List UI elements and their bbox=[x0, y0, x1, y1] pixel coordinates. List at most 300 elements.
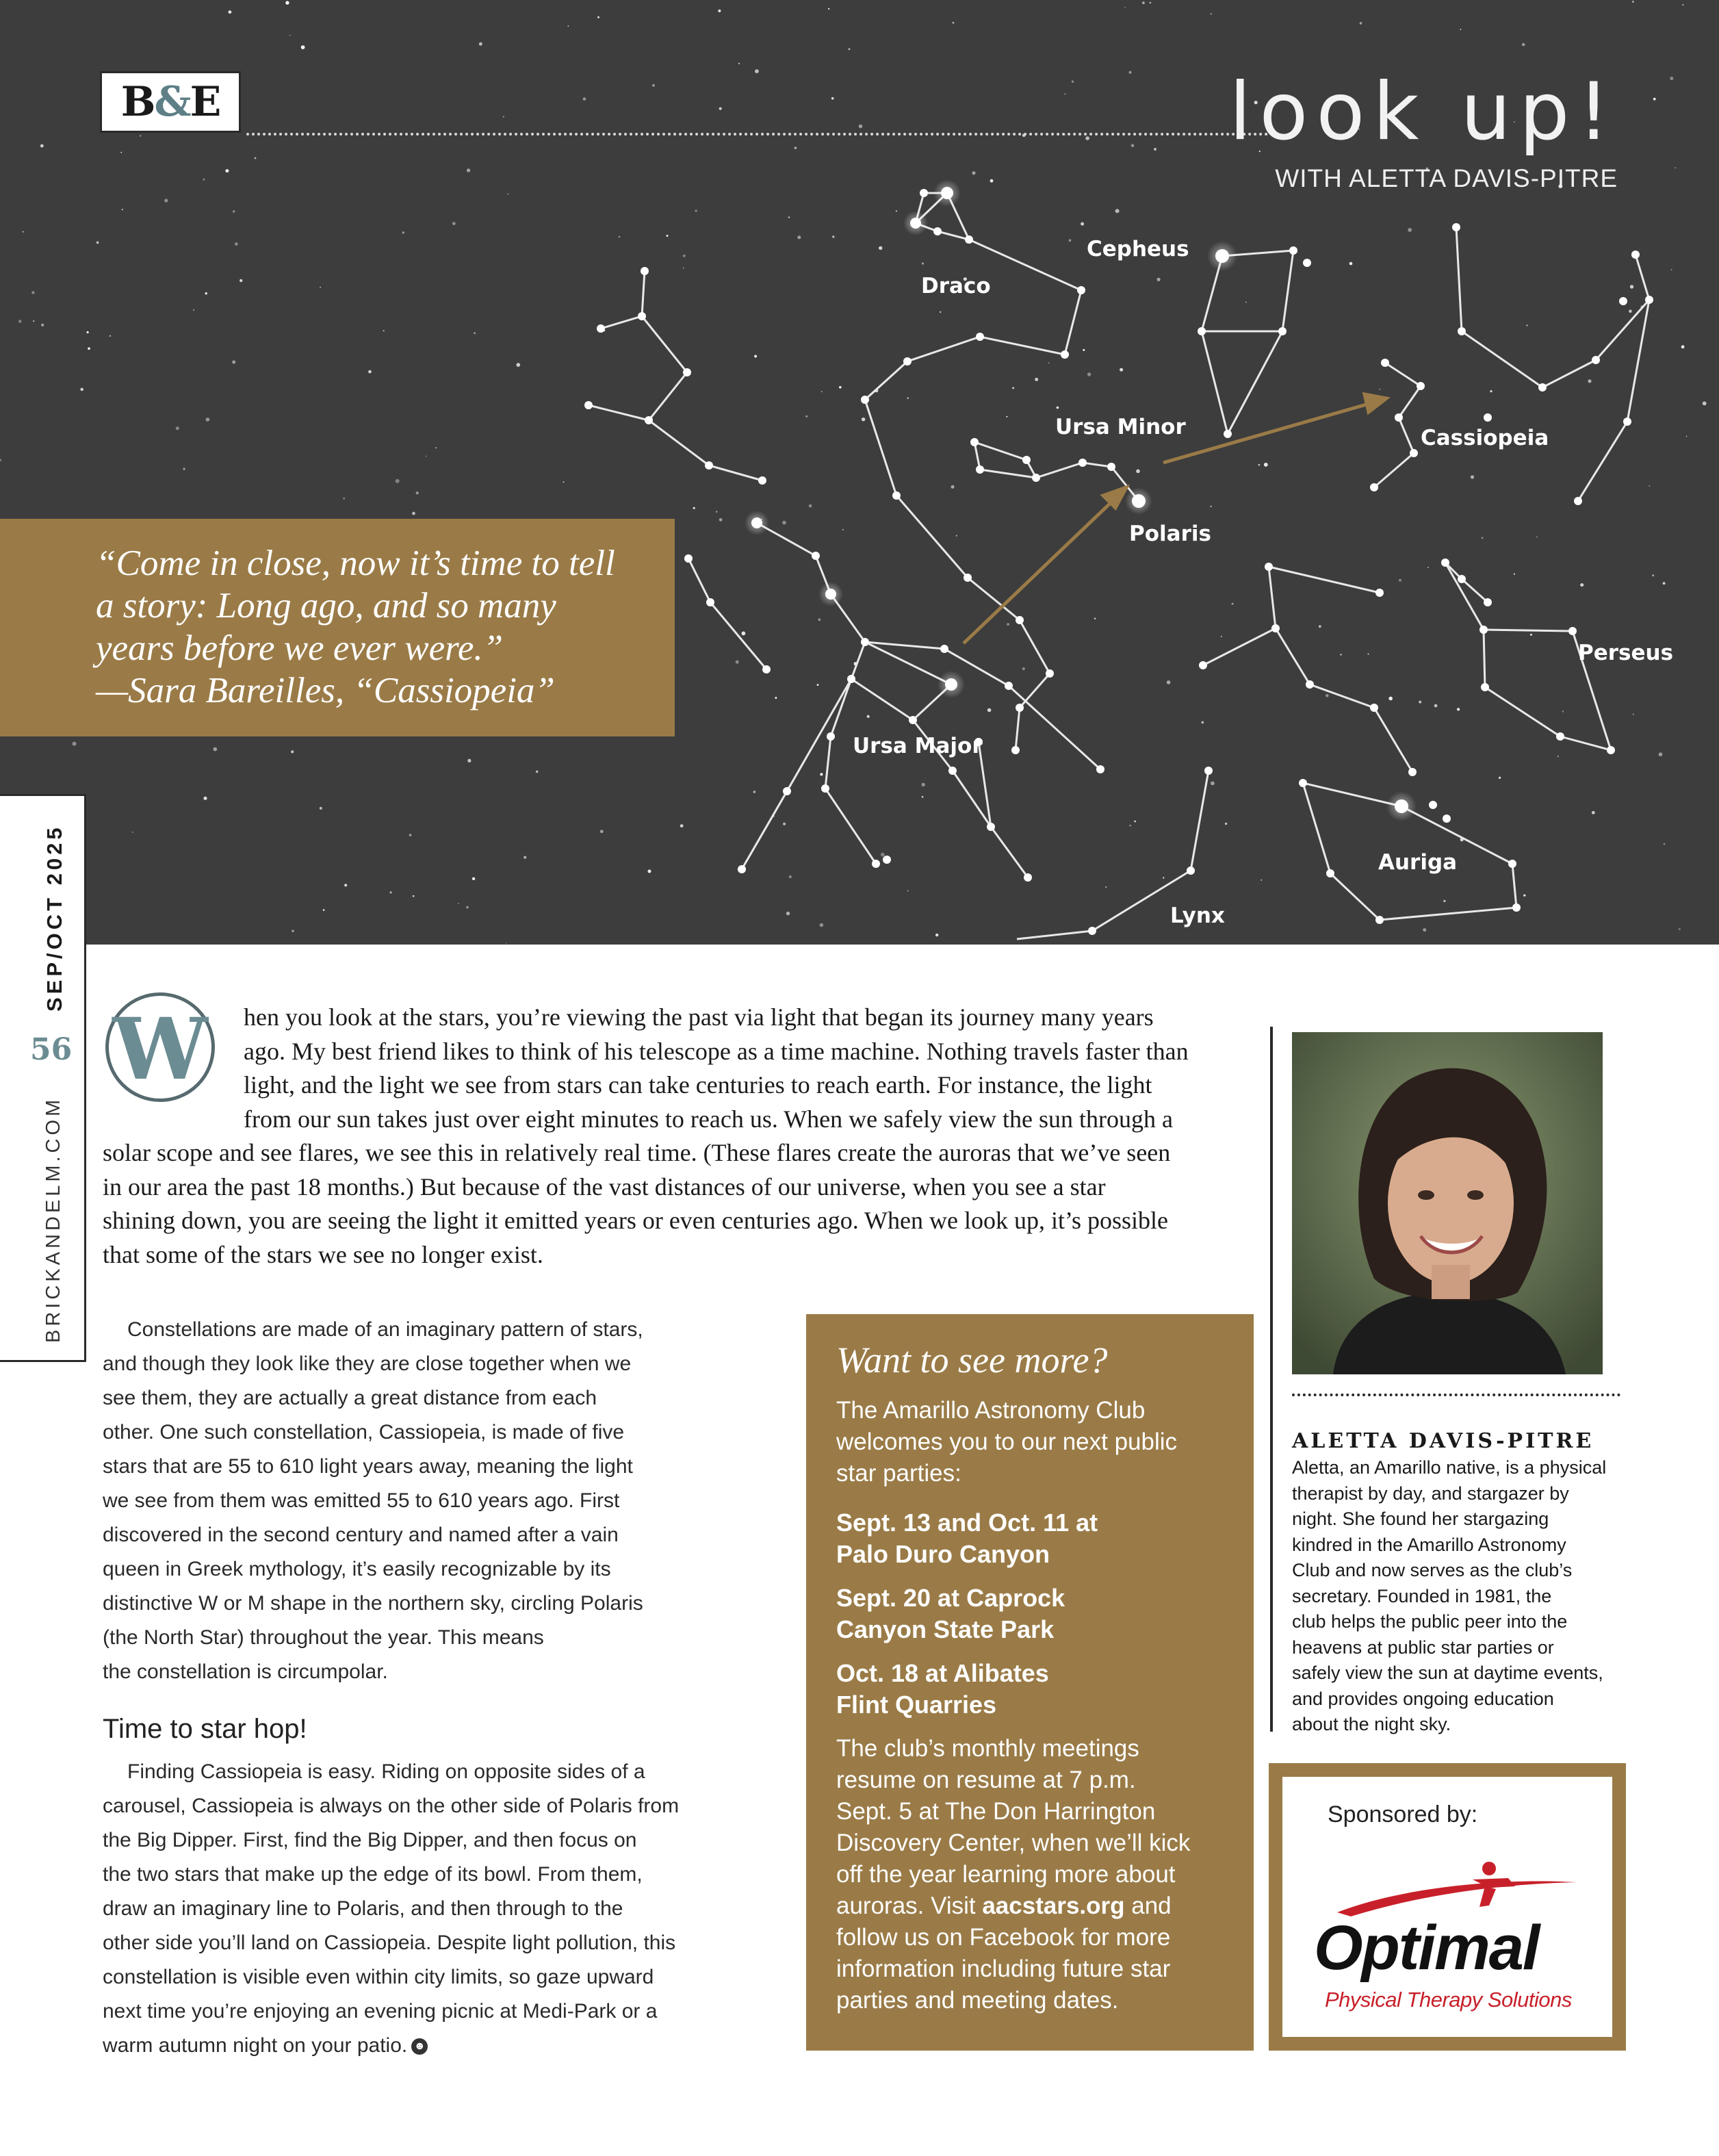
constellation-star bbox=[1508, 860, 1516, 868]
background-star bbox=[648, 870, 651, 873]
background-star bbox=[1085, 136, 1089, 140]
background-star bbox=[1232, 603, 1234, 605]
background-star bbox=[452, 222, 456, 225]
background-star bbox=[413, 895, 415, 897]
constellation-star bbox=[1299, 779, 1307, 787]
text-line: the Big Dipper. First, find the Big Dipper, and then focus on bbox=[103, 1829, 637, 1851]
constellation-star bbox=[1381, 359, 1389, 367]
constellation-lines bbox=[589, 193, 1649, 939]
background-star bbox=[742, 632, 746, 636]
label-auriga: Auriga bbox=[1378, 850, 1458, 875]
quote-line: “Come in close, now it’s time to tell bbox=[96, 543, 615, 583]
background-star bbox=[788, 216, 790, 218]
text-line: solar scope and see flares, we see this in relatively real time. (These flares create the auroras that we’ve seen bbox=[103, 1139, 1171, 1166]
cepheus-lines bbox=[1202, 251, 1293, 434]
constellation-star bbox=[762, 665, 771, 673]
background-star bbox=[782, 521, 786, 525]
background-star bbox=[536, 771, 539, 773]
text-line: draw an imaginary line to Polaris, and then through to the bbox=[103, 1897, 623, 1920]
constellation-star bbox=[970, 438, 979, 446]
sidebar-meetings: The club’s monthly meetings resume on resume at 7 p.m. Sept. 5 at The Don Harrington Discovery Center, when we’ll kick off the year learning more about auroras. Visit aacstars.org and follow us on Facebook for more information including future star parties and meeting dates. bbox=[836, 1735, 1191, 2014]
author-photo bbox=[1292, 1032, 1603, 1374]
background-star bbox=[1443, 900, 1445, 902]
background-star bbox=[879, 246, 882, 250]
text-line: from our sun takes just over eight minutes to reach us. When we safely view the sun through a bbox=[244, 1105, 1174, 1133]
constellation-star bbox=[1370, 483, 1378, 491]
background-star bbox=[1245, 302, 1247, 303]
label-draco: Draco bbox=[921, 274, 991, 298]
background-star bbox=[122, 209, 123, 210]
constellation-star bbox=[1452, 223, 1460, 231]
background-star bbox=[940, 311, 941, 313]
background-star bbox=[1129, 71, 1132, 74]
background-star bbox=[240, 279, 242, 282]
text-line: in our area the past 18 months.) But because of the vast distances of our universe, when you see a star bbox=[103, 1172, 1106, 1201]
constellation-star bbox=[584, 401, 593, 409]
background-star bbox=[818, 619, 821, 621]
background-star bbox=[467, 759, 471, 762]
background-star bbox=[1682, 4, 1683, 5]
background-star bbox=[1022, 667, 1025, 670]
constellation-star bbox=[706, 598, 714, 606]
bright-stars bbox=[745, 179, 1417, 821]
constellation-star bbox=[861, 396, 869, 404]
background-star bbox=[233, 210, 235, 213]
constellation-star bbox=[1479, 626, 1488, 634]
background-star bbox=[683, 268, 684, 269]
quote-line: years before we ever were.” bbox=[96, 628, 504, 668]
background-star bbox=[1115, 209, 1120, 213]
background-star bbox=[719, 518, 723, 522]
quote-attribution: —Sara Bareilles, “Cassiopeia” bbox=[96, 671, 555, 710]
background-star bbox=[718, 10, 721, 12]
text-line: Constellations are made of an imaginary pattern of stars, bbox=[127, 1318, 643, 1341]
background-star bbox=[225, 169, 229, 172]
background-star bbox=[821, 391, 823, 392]
hero-star-map bbox=[0, 0, 1719, 945]
constellation-star bbox=[1512, 903, 1521, 912]
constellation-star bbox=[1458, 327, 1466, 335]
background-star bbox=[203, 179, 205, 181]
background-star bbox=[987, 708, 992, 713]
constellation-star bbox=[1078, 459, 1087, 467]
author-name: ALETTA DAVIS-PITRE bbox=[1292, 1429, 1594, 1453]
background-star bbox=[1006, 416, 1007, 418]
background-star bbox=[1522, 43, 1525, 47]
label-ursa-major: Ursa Major bbox=[853, 734, 983, 758]
background-star bbox=[695, 209, 697, 211]
constellation-star bbox=[641, 267, 649, 275]
background-star bbox=[479, 42, 482, 46]
background-star bbox=[474, 332, 476, 334]
background-star bbox=[1562, 710, 1564, 712]
background-star bbox=[828, 8, 829, 10]
background-star bbox=[867, 715, 870, 718]
background-star bbox=[1211, 782, 1215, 786]
background-star bbox=[1670, 77, 1673, 80]
text-line: that some of the stars we see no longer exist. bbox=[103, 1240, 543, 1268]
background-star bbox=[41, 324, 44, 326]
background-star bbox=[524, 856, 526, 859]
background-star bbox=[775, 697, 777, 699]
background-star bbox=[1703, 402, 1707, 406]
background-star bbox=[1679, 928, 1681, 930]
background-star bbox=[40, 144, 44, 148]
constellation-star bbox=[1607, 746, 1615, 754]
background-star bbox=[1094, 618, 1096, 619]
background-star bbox=[1069, 239, 1072, 242]
background-star bbox=[140, 135, 141, 136]
background-star bbox=[1225, 823, 1227, 825]
background-star bbox=[206, 418, 210, 422]
author-bio: Aletta, an Amarillo native, is a physical therapist by day, and stargazer by night. She found her stargazing kindred in the Amarillo Astronomy Club and now serves as the club’s secretary. Founded in 1981, the club helps the public peer into the heavens at public star parties or safely view the sun at daytime events, and provides ongoing education about the night sky. bbox=[1292, 1457, 1607, 1734]
background-star bbox=[235, 242, 238, 246]
background-star bbox=[96, 242, 99, 244]
background-star bbox=[1349, 262, 1353, 266]
constellation-star bbox=[827, 732, 835, 741]
sponsor-logo-word: Optimal bbox=[1314, 1913, 1539, 1983]
background-star bbox=[1261, 880, 1262, 881]
background-star bbox=[1399, 579, 1401, 582]
sidebar-heading: Want to see more? bbox=[836, 1339, 1108, 1381]
constellation-star bbox=[684, 554, 693, 563]
background-star bbox=[503, 116, 504, 118]
website-url: BRICKANDELM.COM bbox=[42, 1096, 64, 1343]
constellation-star bbox=[1077, 286, 1085, 294]
background-star bbox=[1264, 463, 1268, 467]
background-star bbox=[1664, 843, 1666, 845]
text-line: the two stars that make up the edge of its bowl. From them, bbox=[103, 1863, 643, 1886]
background-star bbox=[755, 69, 759, 73]
ursa-major-lines bbox=[757, 523, 951, 720]
background-star bbox=[229, 10, 232, 14]
background-star bbox=[849, 48, 851, 50]
background-star bbox=[842, 529, 844, 530]
constellation-star bbox=[1306, 680, 1314, 689]
text-line: and though they look like they are close together when we bbox=[103, 1352, 632, 1375]
section-subhead: Time to star hop! bbox=[103, 1714, 307, 1744]
label-cepheus: Cepheus bbox=[1087, 237, 1189, 261]
background-star bbox=[859, 125, 863, 129]
event-date: Oct. 18 at Alibates Flint Quarries bbox=[836, 1659, 1049, 1719]
background-star bbox=[183, 467, 185, 470]
cassiopeia-lines bbox=[1374, 363, 1421, 487]
constellation-star bbox=[933, 227, 942, 235]
background-star bbox=[18, 320, 22, 323]
background-star bbox=[1129, 825, 1131, 827]
constellation-star bbox=[821, 784, 829, 793]
background-star bbox=[1012, 387, 1014, 389]
constellation-star bbox=[783, 787, 791, 795]
constellation-star bbox=[1568, 627, 1577, 635]
background-star bbox=[990, 179, 994, 183]
background-star bbox=[416, 491, 419, 494]
background-star bbox=[1427, 567, 1429, 568]
text-line: distinctive W or M shape in the northern sky, circling Polaris bbox=[103, 1592, 643, 1615]
constellation-star bbox=[1024, 873, 1032, 882]
sponsor-logo-tagline: Physical Therapy Solutions bbox=[1325, 1988, 1572, 2012]
constellation-star bbox=[645, 416, 653, 424]
constellation-star bbox=[1592, 356, 1600, 364]
background-star bbox=[517, 363, 521, 367]
background-star bbox=[1081, 222, 1084, 226]
background-star bbox=[1460, 29, 1462, 30]
background-star bbox=[193, 309, 194, 311]
background-star bbox=[797, 235, 801, 239]
background-star bbox=[80, 388, 83, 392]
background-star bbox=[832, 235, 834, 238]
text-line: hen you look at the stars, you’re viewing the past via light that began its journey many years bbox=[244, 1003, 1154, 1031]
background-star bbox=[1211, 13, 1212, 14]
author-dotted-rule bbox=[1292, 1394, 1620, 1396]
background-star bbox=[73, 742, 77, 746]
background-star bbox=[1087, 372, 1091, 376]
background-star bbox=[88, 347, 90, 350]
text-line: carousel, Cassiopeia is always on the other side of Polaris from bbox=[103, 1795, 680, 1817]
background-star bbox=[794, 146, 797, 149]
constellation-star bbox=[812, 552, 820, 560]
events-sidebar bbox=[806, 1314, 1254, 2051]
background-star bbox=[1633, 714, 1634, 715]
label-perseus: Perseus bbox=[1578, 641, 1674, 665]
constellation-star bbox=[976, 465, 984, 474]
event-date: Sept. 13 and Oct. 11 at Palo Duro Canyon bbox=[836, 1509, 1098, 1568]
background-star bbox=[922, 783, 925, 786]
background-star bbox=[953, 22, 955, 24]
constellation-star bbox=[940, 645, 948, 653]
background-star bbox=[205, 292, 207, 294]
background-star bbox=[1120, 368, 1123, 372]
constellation-star bbox=[1198, 327, 1206, 335]
constellation-star bbox=[1265, 563, 1273, 571]
background-star bbox=[176, 426, 179, 430]
quote-line: a story: Long ago, and so many bbox=[96, 586, 556, 626]
background-star bbox=[458, 903, 459, 904]
background-star bbox=[33, 320, 34, 322]
background-star bbox=[907, 890, 909, 892]
background-star bbox=[753, 791, 756, 793]
background-star bbox=[1167, 680, 1171, 684]
background-star bbox=[783, 823, 786, 825]
background-star bbox=[1388, 697, 1393, 701]
background-star bbox=[426, 456, 427, 457]
background-star bbox=[1408, 228, 1412, 232]
text-line: stars that are 55 to 610 light years away, meaning the light bbox=[103, 1455, 633, 1478]
background-star bbox=[1434, 704, 1438, 708]
text-line: the constellation is circumpolar. bbox=[103, 1660, 388, 1683]
background-star bbox=[285, 1, 289, 4]
constellation-star bbox=[1623, 418, 1631, 426]
background-star bbox=[390, 891, 392, 893]
background-star bbox=[402, 231, 404, 233]
background-star bbox=[87, 331, 89, 333]
background-star bbox=[935, 934, 938, 936]
constellation-star bbox=[1204, 767, 1213, 775]
constellation-star bbox=[903, 357, 912, 365]
background-star bbox=[619, 236, 621, 238]
background-star bbox=[508, 194, 509, 195]
constellation-star bbox=[1645, 296, 1653, 304]
constellation-star bbox=[1289, 246, 1297, 255]
background-star bbox=[881, 853, 885, 857]
text-line: (the North Star) throughout the year. This means bbox=[103, 1626, 544, 1649]
background-star bbox=[1360, 22, 1362, 25]
background-star bbox=[1471, 475, 1474, 478]
background-star bbox=[754, 355, 757, 358]
background-star bbox=[1649, 485, 1650, 487]
background-star bbox=[320, 287, 321, 288]
constellation-star bbox=[976, 333, 984, 341]
background-star bbox=[583, 97, 586, 101]
background-star bbox=[951, 485, 955, 489]
constellation-star bbox=[1556, 732, 1564, 741]
constellation-star bbox=[1303, 259, 1311, 267]
constellation-star bbox=[920, 189, 928, 197]
constellation-star bbox=[1005, 682, 1013, 690]
label-cassiopeia: Cassiopeia bbox=[1421, 426, 1549, 450]
background-star bbox=[120, 152, 122, 153]
constellation-star bbox=[1484, 413, 1492, 422]
constellation-star bbox=[1011, 746, 1020, 754]
background-star bbox=[1588, 379, 1591, 383]
constellation-star bbox=[1088, 927, 1096, 935]
constellation-star bbox=[948, 767, 957, 775]
label-lynx: Lynx bbox=[1170, 903, 1225, 928]
background-star bbox=[1671, 269, 1672, 270]
background-star bbox=[1632, 1, 1634, 3]
background-star bbox=[1211, 506, 1212, 507]
constellation-star bbox=[1375, 916, 1384, 924]
end-mark-icon: ☻ bbox=[411, 2038, 428, 2055]
background-star bbox=[343, 498, 345, 500]
sidebar-intro: The Amarillo Astronomy Club welcomes you to our next public star parties: bbox=[836, 1397, 1178, 1487]
text-line: light, and the light we see from stars can take centuries to reach earth. For instance, the light bbox=[244, 1071, 1152, 1099]
background-star bbox=[817, 684, 819, 686]
constellation-star bbox=[1016, 704, 1024, 712]
constellation-star bbox=[1326, 869, 1334, 877]
background-star bbox=[652, 84, 655, 87]
background-star bbox=[1536, 536, 1538, 537]
background-star bbox=[1514, 574, 1515, 575]
background-star bbox=[1379, 389, 1380, 390]
background-star bbox=[383, 330, 385, 331]
sponsor-label: Sponsored by: bbox=[1328, 1801, 1478, 1827]
constellation-star bbox=[1199, 661, 1207, 669]
background-star bbox=[1558, 756, 1559, 757]
background-star bbox=[972, 171, 975, 175]
page-number: 56 bbox=[30, 1032, 73, 1067]
constellation-star bbox=[1046, 669, 1054, 678]
constellation-star bbox=[1032, 474, 1040, 482]
background-star bbox=[1105, 886, 1107, 888]
background-star bbox=[1136, 470, 1140, 474]
background-star bbox=[786, 912, 790, 915]
background-star bbox=[412, 512, 415, 515]
optimal-pt-logo[interactable] bbox=[1310, 1859, 1597, 2030]
background-star bbox=[467, 168, 470, 172]
magazine-logo: B & E bbox=[100, 71, 241, 133]
issue-date: SEP/OCT 2025 bbox=[42, 824, 66, 1012]
background-star bbox=[466, 906, 469, 909]
body-paragraph-constellations bbox=[103, 1313, 780, 1689]
byline: WITH ALETTA DAVIS-PITRE bbox=[1275, 164, 1618, 192]
background-star bbox=[683, 255, 686, 257]
background-star bbox=[301, 45, 305, 49]
constellation-star bbox=[1417, 382, 1425, 390]
background-star bbox=[1150, 2, 1151, 3]
background-star bbox=[896, 210, 897, 211]
text-line: next time you’re enjoying an evening picnic at Medi-Park or a bbox=[103, 2000, 658, 2023]
constellation-star bbox=[1375, 589, 1384, 597]
background-star bbox=[1057, 407, 1059, 409]
background-star bbox=[1630, 285, 1633, 288]
background-star bbox=[1368, 654, 1369, 655]
background-star bbox=[716, 511, 718, 513]
constellation-star bbox=[1061, 350, 1069, 359]
background-star bbox=[1154, 148, 1156, 151]
background-star bbox=[667, 235, 669, 237]
background-star bbox=[291, 750, 294, 753]
constellation-star bbox=[1278, 327, 1287, 335]
background-star bbox=[472, 877, 475, 880]
constellation-star bbox=[1484, 598, 1492, 606]
background-star bbox=[1653, 98, 1656, 101]
background-star bbox=[1221, 636, 1222, 637]
body-paragraph-star-hop bbox=[103, 1755, 780, 2063]
background-star bbox=[0, 459, 1, 462]
constellation-star bbox=[683, 368, 691, 376]
text-line: ago. My best friend likes to think of his telescope as a time machine. Nothing travels faster than bbox=[244, 1037, 1189, 1065]
background-star bbox=[1134, 821, 1136, 823]
constellation-star bbox=[1224, 430, 1232, 438]
constellation-star bbox=[1441, 559, 1449, 567]
background-star bbox=[862, 418, 865, 421]
background-star bbox=[1083, 349, 1085, 351]
text-line: we see from them was emitted 55 to 610 years ago. First bbox=[103, 1489, 620, 1512]
background-star bbox=[1629, 309, 1632, 313]
background-star bbox=[320, 807, 322, 810]
constellation-star bbox=[1481, 683, 1489, 691]
page-title: look up! bbox=[1229, 66, 1618, 158]
background-star bbox=[1048, 362, 1050, 363]
background-star bbox=[1659, 752, 1663, 756]
constellation-star bbox=[965, 235, 973, 244]
background-star bbox=[820, 923, 824, 927]
constellation-star bbox=[738, 865, 746, 873]
constellation-star bbox=[1107, 463, 1115, 471]
constellation-star bbox=[1631, 251, 1640, 259]
background-star bbox=[789, 875, 792, 878]
background-star bbox=[839, 386, 842, 389]
background-star bbox=[289, 35, 291, 36]
background-star bbox=[1423, 928, 1426, 932]
text-line: see them, they are actually a great distance from each bbox=[103, 1387, 597, 1409]
constellation-star bbox=[1271, 624, 1280, 632]
header-dotted-rule bbox=[246, 133, 1280, 136]
background-star bbox=[1157, 278, 1161, 281]
constellation-star bbox=[909, 716, 917, 724]
background-star bbox=[1319, 625, 1321, 628]
background-star bbox=[805, 415, 807, 418]
club-website-link[interactable]: aacstars.org bbox=[982, 1892, 1125, 1919]
sponsor-box bbox=[1269, 1763, 1626, 2051]
background-star bbox=[1142, 1, 1145, 4]
background-star bbox=[1326, 694, 1329, 697]
background-star bbox=[693, 507, 695, 509]
constellation-star bbox=[883, 856, 891, 864]
constellation-star bbox=[1410, 449, 1418, 457]
constellation-star bbox=[1022, 456, 1031, 464]
